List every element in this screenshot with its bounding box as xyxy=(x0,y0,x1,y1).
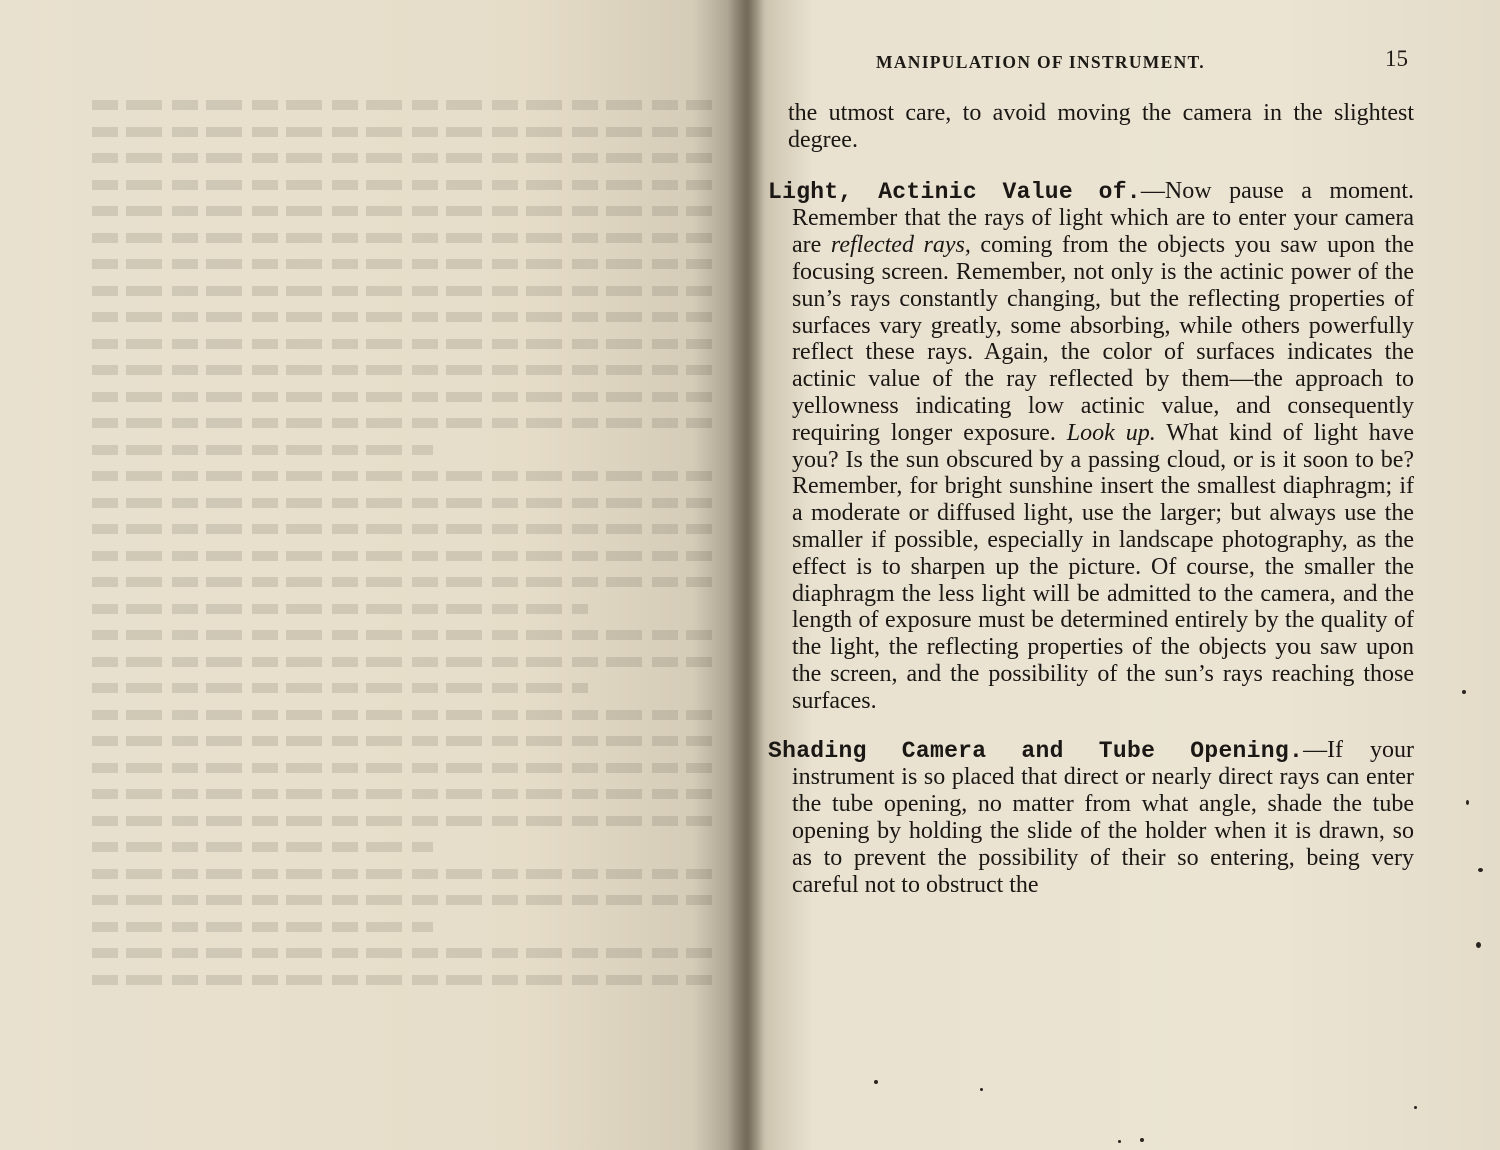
entry-light-actinic-value xyxy=(768,178,1414,715)
paper-fleck xyxy=(1462,690,1466,694)
paper-fleck xyxy=(1476,942,1481,948)
paper-fleck xyxy=(1118,1140,1121,1143)
entry-text: What kind of light have you? Is the sun obscured by a passing cloud, or is it soon to be? Remember, for bright sunshine insert the smallest diaphragm; if a moderate or diffused light, use the larger; but always use the smaller if possible, especially in landscape photography, as the effect is to sharpen up the picture. Of course, the smaller the diaphragm the less light will be admitted to the camera, and the length of exposure must be determined entirely by the quality of the light, the reflecting properties of the objects you saw upon the xyxy=(792,419,1414,687)
book-gutter xyxy=(728,0,764,1150)
paper-fleck xyxy=(1466,800,1469,805)
running-head: MANIPULATION OF INSTRUMENT. xyxy=(876,52,1205,72)
page-header xyxy=(876,46,1414,76)
paper-fleck xyxy=(980,1088,983,1091)
paper-fleck xyxy=(1414,1106,1417,1109)
entry-term: Shading Camera and Tube Opening. xyxy=(768,737,1304,764)
entry-emphasis: Look up. xyxy=(1066,419,1156,446)
entry-text: coming from the objects you saw upon the focusing screen. Remember, not only is the actinic power of the sun’s rays constantly changing, but the reflecting properties of surfaces vary greatly, some absorbing, while others powerfully reflect these rays. Again, the color of surfaces indicates the actinic value of the ray reflected by them—the approach to yellowness indicating low actinic value, and consequently requiring longer exposure. xyxy=(792,232,1414,446)
entry-emphasis: reflected rays, xyxy=(830,232,971,259)
entry-shading-camera xyxy=(768,737,1414,899)
paper-fleck xyxy=(874,1080,878,1084)
paper-fleck xyxy=(1478,868,1483,872)
page-number: 15 xyxy=(1385,46,1408,71)
entry-emphasis: screen, and xyxy=(830,660,942,687)
left-page xyxy=(0,0,745,1150)
entry-text: —Now pause a moment. Remember that the rays of light which are to enter your camera are xyxy=(792,177,1414,259)
entry-text: the possibility of the sun’s rays reaching those surfaces. xyxy=(792,660,1414,714)
page-body xyxy=(768,100,1414,898)
show-through-text xyxy=(92,100,712,1001)
paper-fleck xyxy=(1140,1138,1144,1142)
continuation-paragraph: the utmost care, to avoid moving the camera in the slightest degree. xyxy=(788,100,1414,153)
entry-text: —If your instrument is so placed that direct or nearly direct rays can enter the tube opening, no matter from what angle, shade the tube opening by holding the slide of the holder when it is drawn, so as to prevent the possibility of their so entering, being very careful not to obstruct the xyxy=(792,736,1414,898)
entry-term: Light, Actinic Value of. xyxy=(768,178,1141,205)
